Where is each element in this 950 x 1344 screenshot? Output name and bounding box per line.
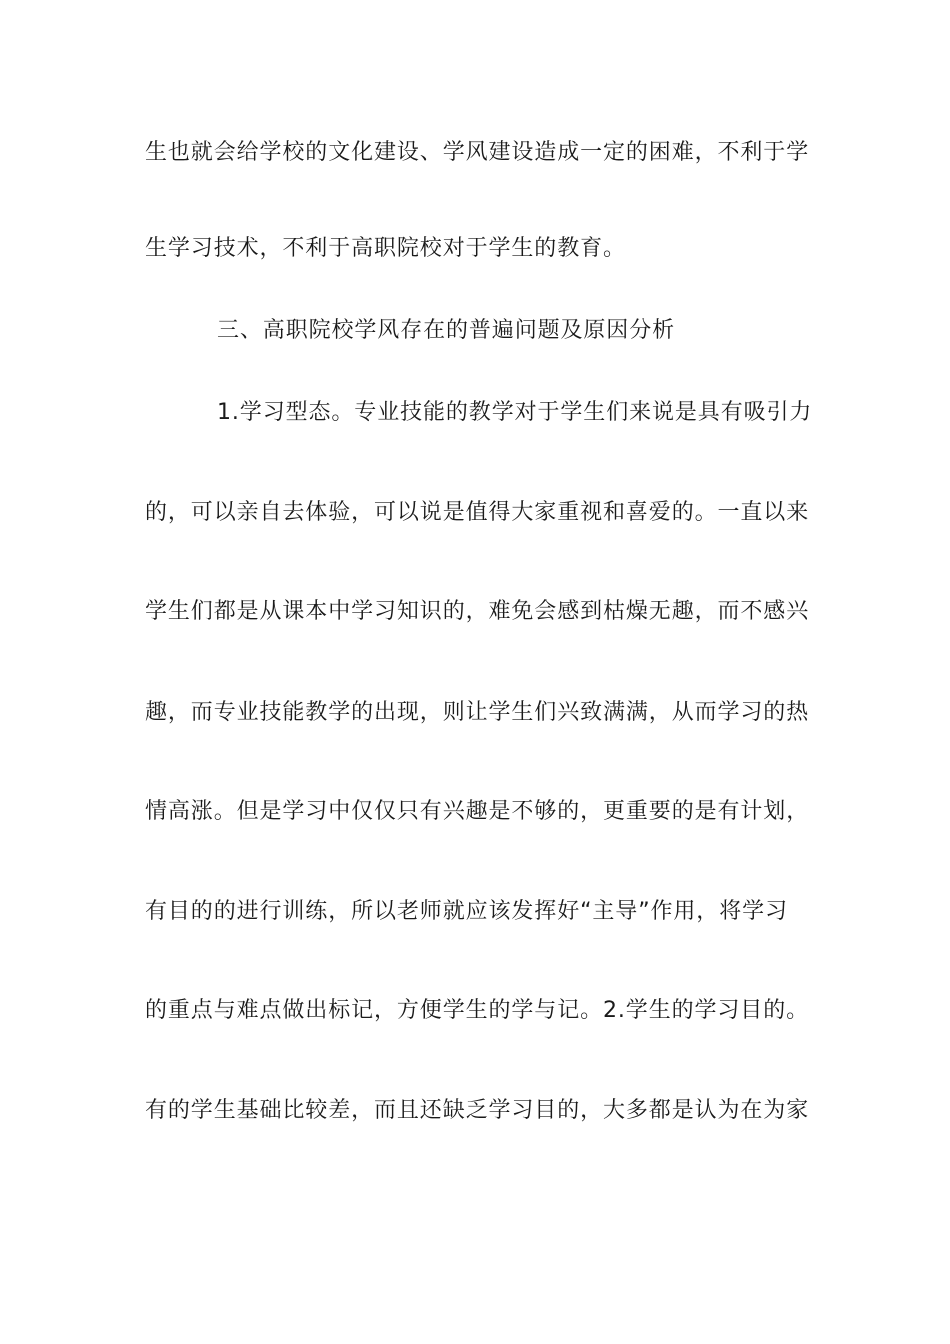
- paragraph-line-2: 生学习技术，不利于高职院校对于学生的教育。: [145, 236, 626, 261]
- paragraph-line-9: 的重点与难点做出标记，方便学生的学与记。2.学生的学习目的。: [145, 998, 809, 1023]
- section-heading: 三、高职院校学风存在的普遍问题及原因分析: [217, 318, 676, 343]
- paragraph-line-3: 1.学习型态。专业技能的教学对于学生们来说是具有吸引力: [217, 400, 813, 425]
- paragraph-line-5: 学生们都是从课本中学习知识的，难免会感到枯燥无趣，而不感兴: [145, 599, 810, 624]
- paragraph-line-8: 有目的的进行训练，所以老师就应该发挥好“主导”作用，将学习: [145, 899, 788, 924]
- paragraph-line-10: 有的学生基础比较差，而且还缺乏学习目的，大多都是认为在为家: [145, 1098, 810, 1123]
- paragraph-line-4: 的，可以亲自去体验，可以说是值得大家重视和喜爱的。一直以来: [145, 500, 810, 525]
- paragraph-line-6: 趣，而专业技能教学的出现，则让学生们兴致满满，从而学习的热: [145, 700, 810, 725]
- paragraph-line-7: 情高涨。但是学习中仅仅只有兴趣是不够的，更重要的是有计划，: [145, 799, 810, 824]
- paragraph-line-1: 生也就会给学校的文化建设、学风建设造成一定的困难，不利于学: [145, 140, 810, 165]
